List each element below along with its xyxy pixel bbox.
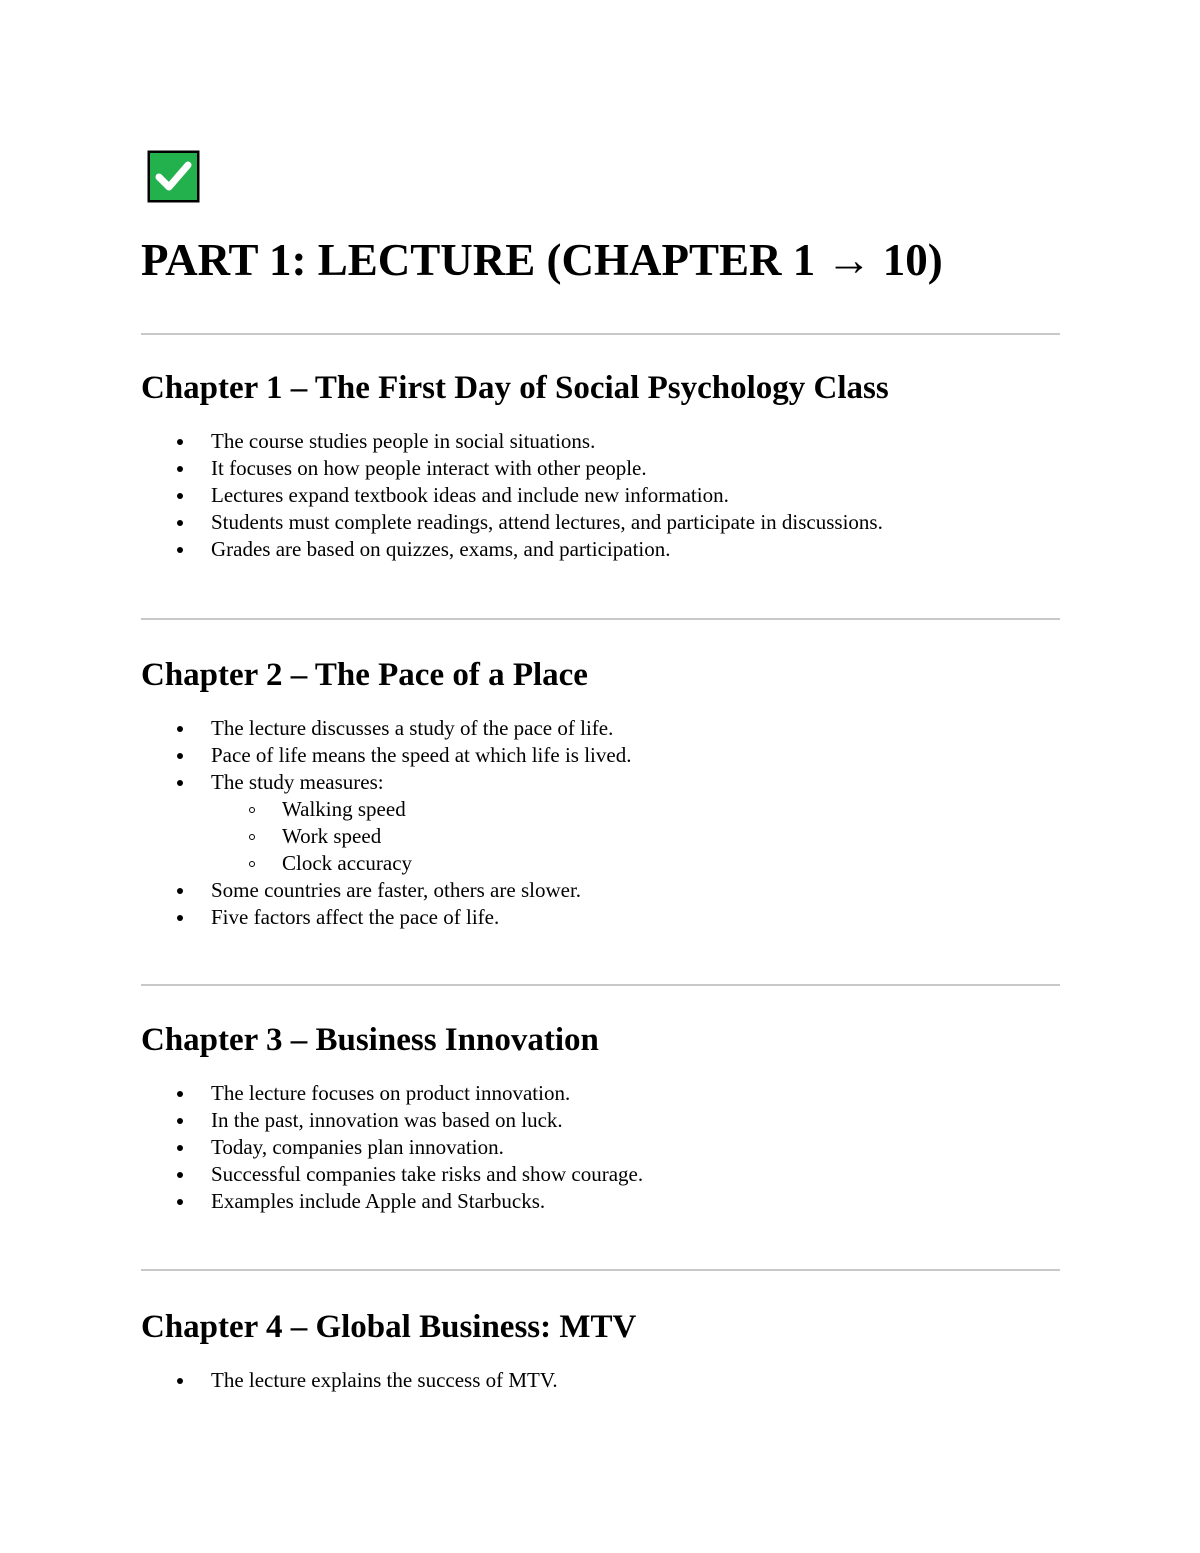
hollow-circle-bullet-icon <box>249 807 255 813</box>
list-item <box>141 1188 1060 1215</box>
list-item-text: Lectures expand textbook ideas and include new information. <box>211 483 729 507</box>
bullet-dot-icon <box>177 1118 183 1124</box>
list-item-text: It focuses on how people interact with other people. <box>211 456 647 480</box>
bullet-dot-icon <box>177 726 183 732</box>
list-item <box>141 877 1060 904</box>
page-title: PART 1: LECTURE (CHAPTER 1 → 10) <box>141 235 943 285</box>
chapter-2-bullet-list <box>141 715 1060 796</box>
list-item-text: In the past, innovation was based on luck. <box>211 1108 563 1132</box>
sub-list-item-text: Work speed <box>282 824 382 848</box>
list-item-text: Pace of life means the speed at which life is lived. <box>211 743 632 767</box>
chapter-3-bullet-list <box>141 1080 1060 1215</box>
bullet-dot-icon <box>177 780 183 786</box>
section-divider <box>141 984 1060 986</box>
list-item <box>141 904 1060 931</box>
list-item-text: Examples include Apple and Starbucks. <box>211 1189 546 1213</box>
list-item-text: Five factors affect the pace of life. <box>211 905 500 929</box>
bullet-dot-icon <box>177 493 183 499</box>
chapter-2-bullet-list-continued <box>141 877 1060 931</box>
list-item-text: Some countries are faster, others are slower. <box>211 878 582 902</box>
chapter-2-section <box>141 655 1060 931</box>
list-item <box>141 769 1060 796</box>
bullet-dot-icon <box>177 888 183 894</box>
section-divider <box>141 333 1060 335</box>
chapter-2-title: Chapter 2 – The Pace of a Place <box>141 657 588 693</box>
list-item-text: Successful companies take risks and show courage. <box>211 1162 644 1186</box>
chapter-1-title: Chapter 1 – The First Day of Social Psychology Class <box>141 370 889 406</box>
chapter-4-title: Chapter 4 – Global Business: MTV <box>141 1309 637 1345</box>
list-item <box>141 1107 1060 1134</box>
list-item-text: The lecture explains the success of MTV. <box>211 1368 558 1392</box>
hollow-circle-bullet-icon <box>249 834 255 840</box>
bullet-dot-icon <box>177 547 183 553</box>
bullet-dot-icon <box>177 1378 183 1384</box>
hollow-circle-bullet-icon <box>249 861 255 867</box>
sub-list-item <box>141 823 1060 850</box>
list-item <box>141 455 1060 482</box>
bullet-dot-icon <box>177 753 183 759</box>
chapter-3-title: Chapter 3 – Business Innovation <box>141 1022 599 1058</box>
sub-list-item-text: Clock accuracy <box>282 851 413 875</box>
bullet-dot-icon <box>177 1091 183 1097</box>
chapter-2-sub-list <box>141 796 1060 877</box>
chapter-3-section <box>141 1020 1060 1215</box>
list-item-text: The lecture discusses a study of the pace of life. <box>211 716 614 740</box>
list-item <box>141 536 1060 563</box>
section-divider <box>141 618 1060 620</box>
list-item <box>141 509 1060 536</box>
list-item-text: The lecture focuses on product innovation. <box>211 1081 571 1105</box>
list-item <box>141 715 1060 742</box>
list-item-text: Today, companies plan innovation. <box>211 1135 504 1159</box>
list-item <box>141 1367 1060 1394</box>
sub-list-item <box>141 850 1060 877</box>
chapter-4-bullet-list <box>141 1367 1060 1394</box>
list-item-text: The course studies people in social situations. <box>211 429 596 453</box>
section-divider <box>141 1269 1060 1271</box>
chapter-4-section <box>141 1307 1060 1394</box>
list-item <box>141 1134 1060 1161</box>
chapter-1-bullet-list <box>141 428 1060 563</box>
list-item <box>141 1080 1060 1107</box>
list-item <box>141 1161 1060 1188</box>
bullet-dot-icon <box>177 915 183 921</box>
bullet-dot-icon <box>177 1145 183 1151</box>
list-item-text: The study measures: <box>211 770 384 794</box>
bullet-dot-icon <box>177 439 183 445</box>
bullet-dot-icon <box>177 466 183 472</box>
list-item <box>141 428 1060 455</box>
sub-list-item-text: Walking speed <box>282 797 406 821</box>
list-item-text: Grades are based on quizzes, exams, and participation. <box>211 537 671 561</box>
bullet-dot-icon <box>177 1172 183 1178</box>
list-item <box>141 482 1060 509</box>
sub-list-item <box>141 796 1060 823</box>
bullet-dot-icon <box>177 1199 183 1205</box>
list-item <box>141 742 1060 769</box>
check-mark-button-icon <box>146 149 201 204</box>
list-item-text: Students must complete readings, attend lectures, and participate in discussions. <box>211 510 883 534</box>
chapter-1-section <box>141 368 1060 563</box>
bullet-dot-icon <box>177 520 183 526</box>
